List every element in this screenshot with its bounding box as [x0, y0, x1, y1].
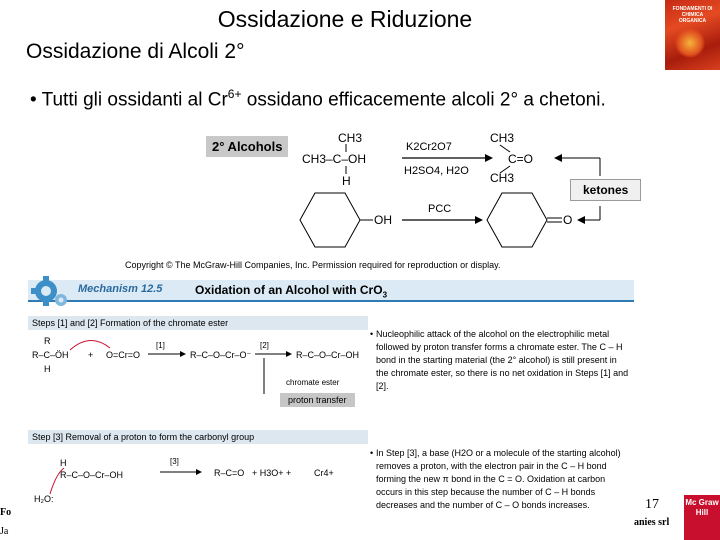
- intermediate-text: R–C–O–Cr–O⁻: [190, 350, 252, 360]
- gear-icon: [30, 272, 70, 310]
- page-number: 17: [645, 497, 659, 512]
- curved-arrow: [70, 340, 110, 350]
- ketone-text: C=O: [508, 152, 534, 166]
- note1-text: Nucleophilic attack of the alcohol on the electrophilic metal followed by proton transfer forms a chromate ester. The C – H bond in the starting material (the 2° alcohol) is still present in the chromate ester, so there is no net oxidation in Steps [1] and [2].: [376, 329, 629, 391]
- arrowhead: [554, 154, 562, 162]
- ch3-top-text: CH3: [490, 131, 515, 145]
- reagent2-text: PCC: [428, 203, 452, 215]
- bond: [500, 145, 510, 152]
- footer-right-text: anies srl: [634, 517, 670, 528]
- o-text: O: [563, 213, 573, 227]
- arrowhead: [485, 154, 493, 162]
- note2-text: In Step [3], a base (H2O or a molecule of the starting alcohol) removes a proton, with the electron pair in the C – H bond forming the new π bond in the C = O. Oxidation at carbon occurs in this step because the number of C – H bonds decreases and the number of C – O bonds increases.: [376, 448, 621, 510]
- book-cover-title: FONDAMENTI DI CHIMICA ORGANICA: [672, 6, 713, 24]
- slide-title: Ossidazione e Riduzione: [217, 6, 473, 32]
- step3-tag: [3]: [170, 457, 179, 466]
- arrowhead: [475, 216, 483, 224]
- flower-graphic: [675, 28, 705, 58]
- chromate-ester-label: chromate ester: [286, 378, 340, 387]
- cro3-text: O=Cr=O: [106, 350, 141, 360]
- step1-tag: [1]: [156, 341, 165, 350]
- step3-label: Step [3] Removal of a proton to form the carbonyl group: [32, 432, 255, 442]
- water-base-text: H₂O:: [34, 494, 54, 504]
- h-text: H: [60, 458, 67, 468]
- cr4-text: Cr4+: [314, 468, 334, 478]
- plus-text: +: [88, 350, 94, 360]
- mcgraw-hill-logo: Mc Graw Hill: [684, 495, 720, 540]
- ch3-bottom-text: CH3: [490, 171, 515, 185]
- arrowhead: [196, 469, 202, 475]
- alcohol-structure-text: R–C–ÖH: [32, 350, 69, 360]
- arrowhead: [180, 351, 186, 357]
- isopropanol-chain-text: CH3–C–OH: [302, 152, 367, 166]
- arrowhead: [577, 216, 585, 224]
- slide-subtitle: Ossidazione di Alcoli 2°: [26, 40, 245, 63]
- mechanism-step3-diagram: [30, 448, 370, 508]
- footer-left-bottom: Ja: [0, 526, 9, 537]
- alcohols-label: 2° Alcohols: [206, 136, 288, 157]
- copyright-notice: Copyright © The McGraw-Hill Companies, Inc. Permission required for reproduction or display.: [125, 260, 501, 270]
- ester-text: R–C–O–Cr–OH: [296, 350, 360, 360]
- ch3-top-text: CH3: [338, 131, 363, 145]
- mechanism-title-text: Oxidation of an Alcohol with CrO: [195, 283, 383, 297]
- ester-fragment-text: R–C–O–Cr–OH: [60, 470, 124, 480]
- bullet-text-post: ossidano efficacemente alcoli 2° a chetoni.: [241, 89, 606, 111]
- r-text: R: [44, 336, 51, 346]
- oh-text: OH: [374, 213, 392, 227]
- cyclohexanone-ring: [487, 193, 547, 247]
- proton-transfer-box: proton transfer: [280, 393, 355, 407]
- h3o-text: + H3O+ +: [252, 468, 292, 478]
- footer-left-top: Fo: [0, 507, 12, 518]
- mechanism-title: [195, 283, 387, 299]
- mechanism-number: Mechanism 12.5: [78, 283, 163, 295]
- step2-tag: [2]: [260, 341, 269, 350]
- reagent1-line1: K2Cr2O7: [406, 141, 452, 153]
- h-text: H: [342, 174, 351, 188]
- cyclohexane-ring: [300, 193, 360, 247]
- arrowhead: [286, 351, 292, 357]
- book-cover-image: [665, 0, 720, 70]
- bullet-dot: •: [370, 329, 374, 339]
- mechanism-note-2: [370, 447, 631, 512]
- bullet-text-pre: • Tutti gli ossidanti al Cr: [30, 89, 228, 111]
- mechanism-title-subscript: 3: [382, 290, 388, 300]
- ketone-product-text: R–C=O: [214, 468, 245, 478]
- bullet-superscript: 6+: [227, 87, 242, 101]
- bullet-dot: •: [370, 448, 374, 458]
- reagent1-line2: H2SO4, H2O: [404, 165, 469, 177]
- steps12-label: Steps [1] and [2] Formation of the chromate ester: [32, 318, 229, 328]
- bullet-text: [30, 82, 710, 112]
- mechanism-note-1: [370, 328, 631, 393]
- ketones-label: ketones: [570, 179, 641, 201]
- h-text: H: [44, 364, 51, 374]
